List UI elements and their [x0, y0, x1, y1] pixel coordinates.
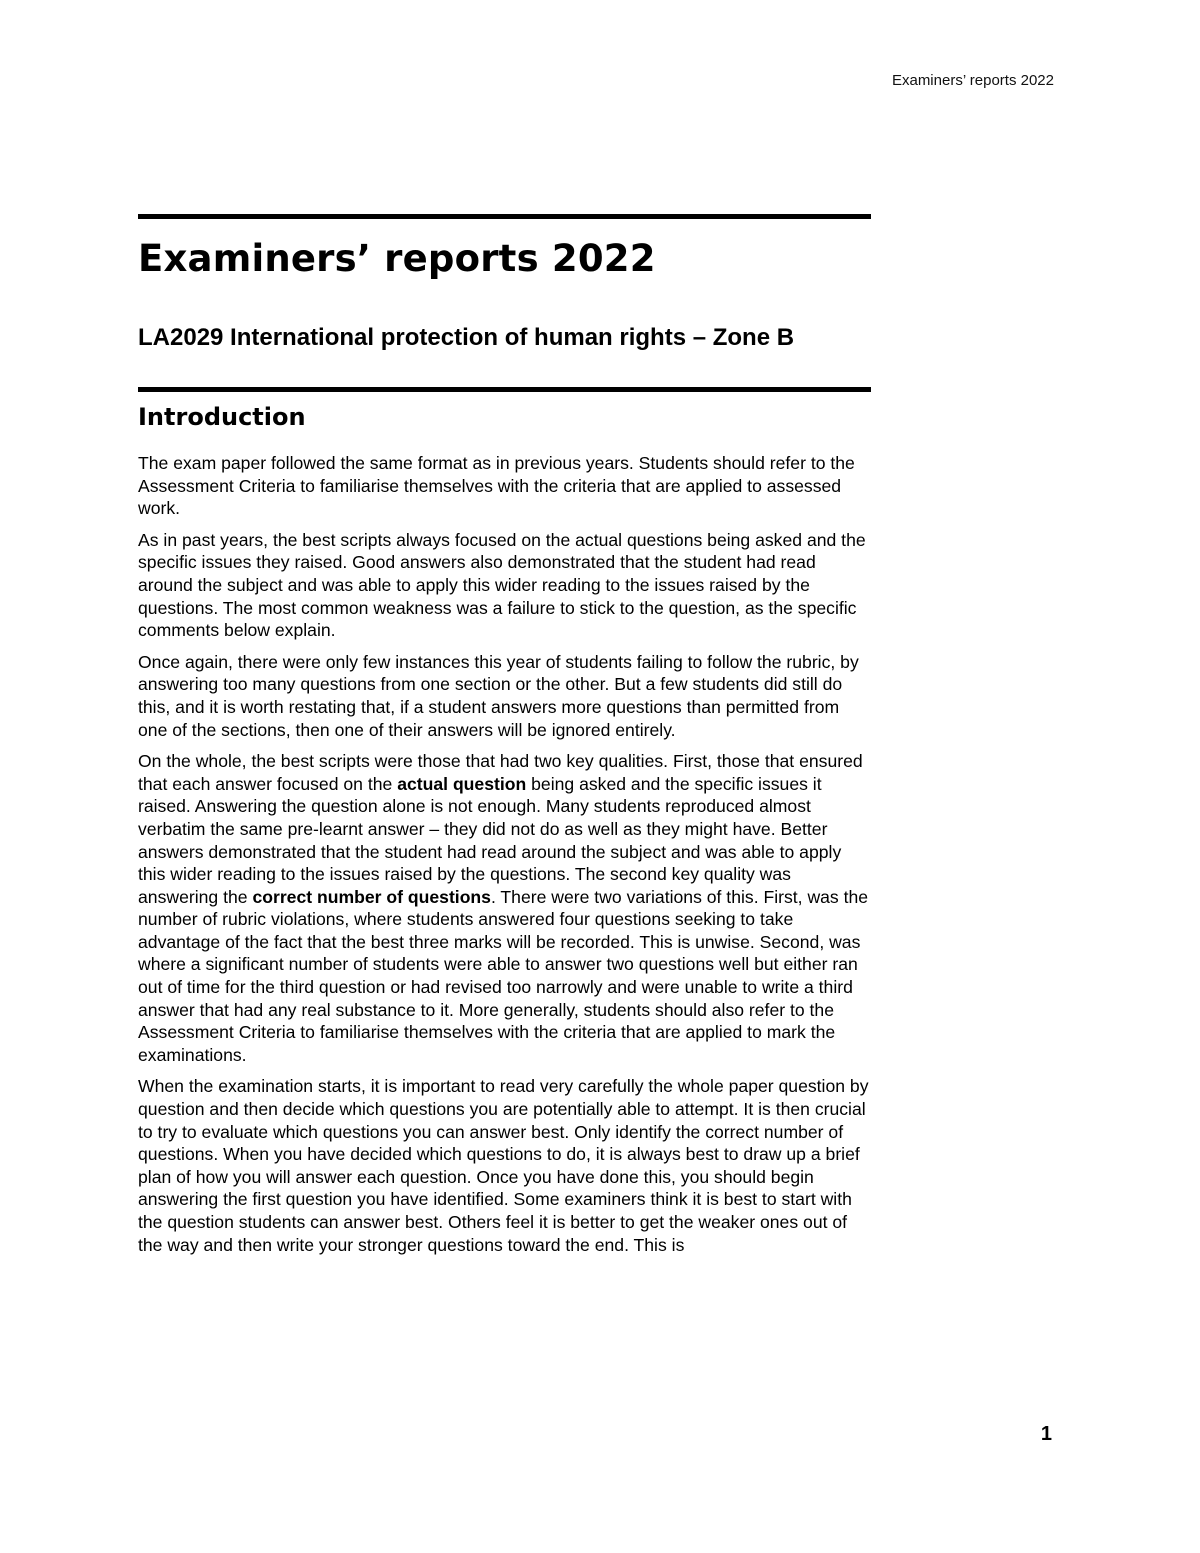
paragraph-2: As in past years, the best scripts always focused on the actual questions being asked and the specific issues they raised. Good answers also demonstrated that the student had read around the subject and was able to apply this wider reading to the issues raised by the questions. The most common weakness was a failure to stick to the question, as the specific comments below explain.	[138, 529, 866, 641]
paragraph-4-text-2: being asked and the specific issues it raised. Answering the question alone is not enough. Many students reproduced almost verbatim the same pre-learnt answer – they did not do as well as they might have. Better answers demonstrated that the student had read around the subject and was able to apply this wider reading to the issues raised by the questions. The second key quality was answering the	[138, 773, 842, 907]
top-rule	[138, 214, 871, 219]
document-body	[138, 214, 871, 1256]
paragraph-4-text-3: . There were two variations of this. First, was the number of rubric violations, where students answered four questions seeking to take advantage of the fact that the best three marks will be recorded. This is unwise. Second, was where a significant number of students were able to answer two questions well but either ran out of time for the third question or had revised too narrowly and were unable to write a third answer that had any real substance to it. More generally, students should also refer to the Assessment Criteria to familiarise themselves with the criteria that are applied to mark the examinations.	[138, 886, 869, 1065]
paragraph-1: The exam paper followed the same format as in previous years. Students should refer to the Assessment Criteria to familiarise themselves with the criteria that are applied to assessed work.	[138, 453, 855, 519]
emphasis-correct-number-of-questions: correct number of questions	[252, 886, 491, 907]
paragraph-4-text-1: On the whole, the best scripts were those that had two key qualities. First, those that ensured that each answer focused on the	[138, 751, 863, 794]
document-subtitle: LA2029 International protection of human rights – Zone B	[138, 324, 795, 351]
document-title: Examiners’ reports 2022	[138, 237, 656, 280]
paragraph-4	[138, 750, 871, 1066]
page-number: 1	[1040, 1423, 1052, 1445]
paragraph-3: Once again, there were only few instances this year of students failing to follow the rubric, by answering too many questions from one section or the other. But a few students did still do this, and it is worth restating that, if a student answers more questions than permitted from one of the sections, then one of their answers will be ignored entirely.	[138, 651, 859, 740]
paragraph-5: When the examination starts, it is important to read very carefully the whole paper question by question and then decide which questions you are potentially able to attempt. It is then crucial to try to evaluate which questions you can answer best. Only identify the correct number of questions. When you have decided which questions to do, it is always best to draw up a brief plan of how you will answer each question. Once you have done this, you should begin answering the first question you have identified. Some examiners think it is best to start with the question students can answer best. Others feel it is better to get the weaker ones out of the way and then write your stronger questions toward the end. This is	[138, 1076, 869, 1255]
running-header: Examiners’ reports 2022	[891, 72, 1054, 89]
emphasis-actual-question: actual question	[397, 773, 527, 794]
section-heading-introduction: Introduction	[138, 403, 306, 431]
section-rule	[138, 387, 871, 392]
